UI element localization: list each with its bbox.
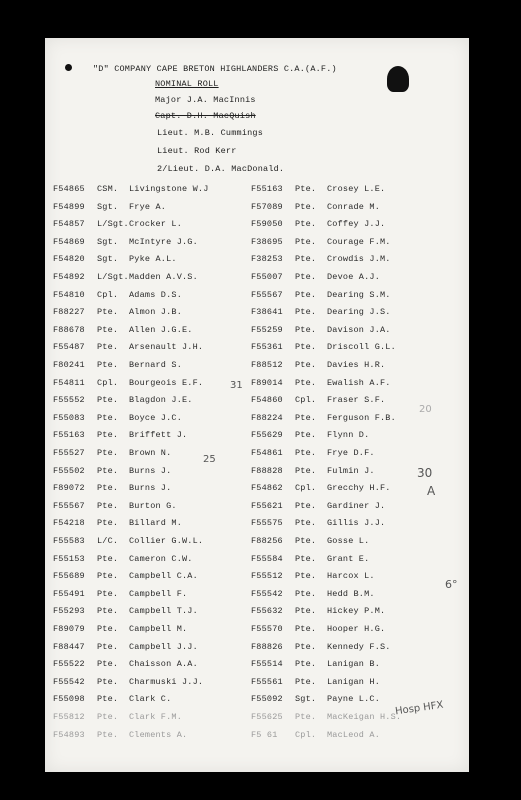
roster-row	[53, 413, 253, 425]
service-number: F54857	[53, 219, 85, 230]
soldier-name: Hedd B.M.	[327, 588, 375, 599]
soldier-name: Gosse L.	[327, 536, 370, 546]
roster-row	[251, 518, 466, 530]
soldier-name: Grecchy H.F.	[327, 483, 391, 494]
service-number: F55552	[53, 395, 85, 406]
soldier-name: Pyke A.L.	[129, 254, 177, 265]
service-number: F55625	[251, 712, 283, 722]
soldier-name: Blagdon J.E.	[129, 395, 193, 406]
soldier-name: Courage F.M.	[327, 236, 391, 247]
roster-row	[53, 325, 253, 337]
roster-row	[251, 219, 466, 231]
service-number: F80241	[53, 360, 85, 370]
roster-row	[251, 606, 466, 618]
roster-row	[53, 202, 253, 214]
soldier-name: Devoe A.J.	[327, 272, 381, 282]
rank: Pte.	[97, 360, 119, 370]
margin-note: 31	[230, 380, 243, 391]
roster-row	[53, 518, 253, 530]
service-number: F88227	[53, 307, 85, 318]
roster-row	[251, 712, 466, 724]
roster-row	[53, 483, 253, 495]
soldier-name: MacKeigan H.S.	[327, 712, 402, 722]
soldier-name: Almon J.B.	[129, 307, 183, 318]
roster-row	[53, 430, 253, 442]
rank: Cpl.	[295, 729, 317, 740]
soldier-name: Gardiner J.	[327, 500, 386, 511]
rank: Pte.	[295, 536, 317, 546]
service-number: F88447	[53, 641, 85, 652]
soldier-name: Kennedy F.S.	[327, 641, 391, 652]
roster-row	[251, 730, 466, 742]
officer-1: Major J.A. MacInnis	[155, 95, 256, 105]
rank: Sgt.	[97, 254, 119, 265]
soldier-name: Davison J.A.	[327, 324, 391, 335]
rank: Pte.	[97, 430, 119, 441]
service-number: F54862	[251, 483, 283, 494]
rank: Pte.	[295, 588, 317, 599]
roster-row	[251, 290, 466, 302]
service-number: F55567	[53, 500, 85, 511]
service-number: F55561	[251, 676, 283, 687]
service-number: F54865	[53, 184, 85, 194]
soldier-name: Cameron C.W.	[129, 553, 193, 564]
rank: Pte.	[295, 307, 317, 318]
roster-row	[251, 466, 466, 478]
roster-row	[251, 659, 466, 671]
roster-row	[53, 184, 253, 196]
rank: Pte.	[295, 342, 317, 353]
roster-row	[251, 254, 466, 266]
service-number: F89014	[251, 377, 283, 388]
rank: Pte.	[97, 729, 119, 740]
service-number: F54811	[53, 377, 85, 388]
roster-row	[53, 272, 253, 284]
service-number: F88828	[251, 465, 283, 476]
officer-4: Lieut. Rod Kerr	[157, 146, 237, 156]
rank: Pte.	[97, 324, 119, 335]
rank: Pte.	[97, 500, 119, 511]
rank: Pte.	[295, 465, 317, 476]
rank: Cpl.	[97, 289, 119, 300]
service-number: F55522	[53, 659, 85, 670]
roster-row	[53, 677, 253, 689]
rank: Pte.	[295, 360, 317, 370]
soldier-name: Clark C.	[129, 694, 172, 705]
margin-note: 20	[419, 404, 432, 415]
roster-row	[251, 642, 466, 654]
right-roster-column	[251, 184, 466, 764]
rank: Pte.	[295, 448, 317, 458]
roster-row	[251, 360, 466, 372]
rank: Pte.	[97, 518, 119, 529]
service-number: F88512	[251, 360, 283, 370]
roster-row	[53, 730, 253, 742]
service-number: F55491	[53, 588, 85, 599]
rank: Pte.	[295, 606, 317, 617]
rank: Pte.	[97, 571, 119, 582]
service-number: F54860	[251, 395, 283, 406]
rank: CSM.	[97, 184, 119, 194]
roll-title: "D" COMPANY CAPE BRETON HIGHLANDERS C.A.(A.F.)	[93, 64, 337, 74]
roster-row	[251, 554, 466, 566]
roster-row	[251, 536, 466, 548]
soldier-name: Driscoll G.L.	[327, 342, 396, 353]
rank: L/Sgt.	[97, 219, 129, 230]
soldier-name: Fulmin J.	[327, 465, 375, 476]
service-number: F54899	[53, 201, 85, 212]
service-number: F55293	[53, 606, 85, 617]
roster-row	[53, 219, 253, 231]
rank: Pte.	[295, 571, 317, 582]
soldier-name: Ferguson F.B.	[327, 412, 396, 423]
service-number: F54810	[53, 289, 85, 300]
soldier-name: Frye A.	[129, 201, 167, 212]
rank: Pte.	[97, 483, 119, 494]
soldier-name: Hickey P.M.	[327, 606, 386, 617]
soldier-name: Adams D.S.	[129, 289, 183, 300]
service-number: F54820	[53, 254, 85, 265]
service-number: F54218	[53, 518, 85, 529]
rank: Pte.	[295, 553, 317, 564]
roster-row	[53, 290, 253, 302]
roster-row	[251, 342, 466, 354]
soldier-name: Lanigan H.	[327, 676, 381, 687]
roster-row	[251, 589, 466, 601]
rank: Pte.	[295, 324, 317, 335]
service-number: F55098	[53, 694, 85, 705]
rank: Pte.	[295, 624, 317, 634]
roster-row	[53, 307, 253, 319]
soldier-name: MacLeod A.	[327, 729, 381, 740]
service-number: F55083	[53, 412, 85, 423]
rank: Pte.	[295, 500, 317, 511]
soldier-name: Arsenault J.H.	[129, 342, 204, 353]
hosp-note: Hosp HFX	[394, 699, 445, 718]
service-number: F38695	[251, 236, 283, 247]
rank: Pte.	[97, 641, 119, 652]
service-number: F55092	[251, 694, 283, 705]
rank: Pte.	[295, 518, 317, 529]
roster-row	[251, 624, 466, 636]
rank: Pte.	[97, 553, 119, 564]
rank: Pte.	[295, 201, 317, 212]
service-number: F55502	[53, 465, 85, 476]
soldier-name: Burns J.	[129, 483, 172, 494]
soldier-name: Gillis J.J.	[327, 518, 386, 529]
rank: Pte.	[97, 659, 119, 670]
rank: Pte.	[295, 676, 317, 687]
roster-row	[251, 677, 466, 689]
roster-row	[251, 395, 466, 407]
service-number: F57089	[251, 201, 283, 212]
soldier-name: Ewalish A.F.	[327, 377, 391, 388]
soldier-name: Briffett J.	[129, 430, 188, 441]
soldier-name: Clark F.M.	[129, 712, 183, 722]
roster-row	[53, 448, 253, 460]
soldier-name: Coffey J.J.	[327, 219, 386, 230]
soldier-name: McIntyre J.G.	[129, 236, 198, 247]
soldier-name: Madden A.V.S.	[129, 272, 198, 282]
soldier-name: Payne L.C.	[327, 694, 381, 705]
service-number: F89079	[53, 624, 85, 634]
service-number: F38641	[251, 307, 283, 318]
roster-row	[251, 501, 466, 513]
bell-mark	[387, 66, 409, 92]
roster-row	[251, 272, 466, 284]
rank: Pte.	[295, 659, 317, 670]
service-number: F55512	[251, 571, 283, 582]
service-number: F55583	[53, 536, 85, 546]
punch-hole	[65, 64, 72, 71]
rank: Pte.	[97, 342, 119, 353]
soldier-name: Davies H.R.	[327, 360, 386, 370]
soldier-name: Conrade M.	[327, 201, 381, 212]
roster-row	[251, 448, 466, 460]
service-number: F38253	[251, 254, 283, 265]
margin-note: 30	[417, 466, 433, 480]
officer-3: Lieut. M.B. Cummings	[157, 128, 264, 138]
soldier-name: Fraser S.F.	[327, 395, 386, 406]
rank: Cpl.	[295, 483, 317, 494]
service-number: F59050	[251, 219, 283, 230]
rank: Sgt.	[97, 201, 119, 212]
roster-row	[53, 501, 253, 513]
service-number: F55259	[251, 324, 283, 335]
roster-row	[53, 694, 253, 706]
service-number: F88224	[251, 412, 283, 423]
service-number: F55163	[251, 184, 283, 194]
service-number: F54861	[251, 448, 283, 458]
soldier-name: Clements A.	[129, 729, 188, 740]
service-number: F54893	[53, 729, 85, 740]
service-number: F54892	[53, 272, 85, 282]
soldier-name: Dearing S.M.	[327, 289, 391, 300]
service-number: F55163	[53, 430, 85, 441]
soldier-name: Hooper H.G.	[327, 624, 386, 634]
roster-row	[251, 202, 466, 214]
soldier-name: Campbell J.J.	[129, 641, 198, 652]
roster-row	[53, 554, 253, 566]
rank: Pte.	[295, 641, 317, 652]
service-number: F55542	[251, 588, 283, 599]
soldier-name: Campbell F.	[129, 588, 188, 599]
service-number: F88826	[251, 641, 283, 652]
service-number: F55153	[53, 553, 85, 564]
rank: Pte.	[295, 377, 317, 388]
roster-row	[251, 237, 466, 249]
roster-row	[251, 413, 466, 425]
soldier-name: Harcox L.	[327, 571, 375, 582]
roster-row	[53, 659, 253, 671]
rank: Pte.	[97, 448, 119, 458]
soldier-name: Charmuski J.J.	[129, 676, 204, 687]
soldier-name: Lanigan B.	[327, 659, 381, 670]
soldier-name: Dearing J.S.	[327, 307, 391, 318]
rank: Pte.	[295, 430, 317, 441]
rank: Cpl.	[295, 395, 317, 406]
roster-row	[251, 325, 466, 337]
rank: Pte.	[295, 219, 317, 230]
rank: Pte.	[295, 272, 317, 282]
rank: L/C.	[97, 536, 119, 546]
soldier-name: Campbell C.A.	[129, 571, 198, 582]
roster-row	[53, 237, 253, 249]
roster-row	[251, 571, 466, 583]
roster-row	[53, 536, 253, 548]
service-number: F55621	[251, 500, 283, 511]
rank: Pte.	[97, 307, 119, 318]
soldier-name: Flynn D.	[327, 430, 370, 441]
margin-note: 6°	[445, 578, 458, 591]
rank: Pte.	[97, 694, 119, 705]
service-number: F55361	[251, 342, 283, 353]
soldier-name: Collier G.W.L.	[129, 536, 204, 546]
soldier-name: Chaisson A.A.	[129, 659, 198, 670]
soldier-name: Bourgeois E.F.	[129, 377, 204, 388]
rank: Pte.	[97, 465, 119, 476]
rank: Pte.	[295, 184, 317, 194]
soldier-name: Livingstone W.J	[129, 184, 209, 194]
roster-row	[53, 378, 253, 390]
roster-row	[251, 430, 466, 442]
rank: Pte.	[295, 289, 317, 300]
soldier-name: Crocker L.	[129, 219, 183, 230]
soldier-name: Brown N.	[129, 448, 172, 458]
service-number: F55629	[251, 430, 283, 441]
rank: Pte.	[97, 588, 119, 599]
rank: Pte.	[295, 254, 317, 265]
roster-row	[53, 712, 253, 724]
service-number: F55527	[53, 448, 85, 458]
soldier-name: Frye D.F.	[327, 448, 375, 458]
rank: Pte.	[295, 236, 317, 247]
service-number: F88256	[251, 536, 283, 546]
service-number: F5 61	[251, 729, 278, 740]
roster-row	[53, 395, 253, 407]
service-number: F54869	[53, 236, 85, 247]
soldier-name: Burton G.	[129, 500, 177, 511]
left-roster-column	[53, 184, 253, 764]
rank: Sgt.	[295, 694, 317, 705]
rank: Pte.	[295, 712, 317, 722]
service-number: F55812	[53, 712, 85, 722]
rank: L/Sgt.	[97, 272, 129, 282]
rank: Pte.	[97, 624, 119, 634]
rank: Pte.	[97, 606, 119, 617]
service-number: F55632	[251, 606, 283, 617]
roster-row	[53, 360, 253, 372]
rank: Pte.	[97, 676, 119, 687]
roll-subtitle: NOMINAL ROLL	[155, 79, 219, 89]
soldier-name: Bernard S.	[129, 360, 183, 370]
officer-2: Capt. D.H. MacQuish	[155, 111, 256, 121]
document-page	[45, 38, 469, 772]
soldier-name: Grant E.	[327, 553, 370, 564]
service-number: F89072	[53, 483, 85, 494]
service-number: F55584	[251, 553, 283, 564]
soldier-name: Burns J.	[129, 465, 172, 476]
service-number: F55570	[251, 624, 283, 634]
margin-note: 25	[203, 454, 216, 465]
service-number: F55007	[251, 272, 283, 282]
roster-row	[53, 624, 253, 636]
officer-5: 2/Lieut. D.A. MacDonald.	[157, 164, 285, 174]
service-number: F55487	[53, 342, 85, 353]
soldier-name: Boyce J.C.	[129, 412, 183, 423]
margin-note: A	[427, 484, 436, 498]
roster-row	[53, 571, 253, 583]
soldier-name: Campbell M.	[129, 624, 188, 634]
roster-row	[53, 642, 253, 654]
roster-row	[53, 589, 253, 601]
roster-row	[53, 342, 253, 354]
rank: Pte.	[97, 712, 119, 722]
roster-row	[251, 307, 466, 319]
soldier-name: Crosey L.E.	[327, 184, 386, 194]
rank: Sgt.	[97, 236, 119, 247]
roster-row	[53, 606, 253, 618]
soldier-name: Allen J.G.E.	[129, 324, 193, 335]
service-number: F55514	[251, 659, 283, 670]
service-number: F55542	[53, 676, 85, 687]
roster-row	[251, 378, 466, 390]
rank: Pte.	[97, 412, 119, 423]
service-number: F55567	[251, 289, 283, 300]
rank: Pte.	[295, 412, 317, 423]
soldier-name: Billard M.	[129, 518, 183, 529]
roster-row	[53, 466, 253, 478]
service-number: F55575	[251, 518, 283, 529]
soldier-name: Crowdis J.M.	[327, 254, 391, 265]
service-number: F88678	[53, 324, 85, 335]
rank: Pte.	[97, 395, 119, 406]
service-number: F55689	[53, 571, 85, 582]
roster-row	[251, 184, 466, 196]
roster-row	[53, 254, 253, 266]
soldier-name: Campbell T.J.	[129, 606, 198, 617]
rank: Cpl.	[97, 377, 119, 388]
